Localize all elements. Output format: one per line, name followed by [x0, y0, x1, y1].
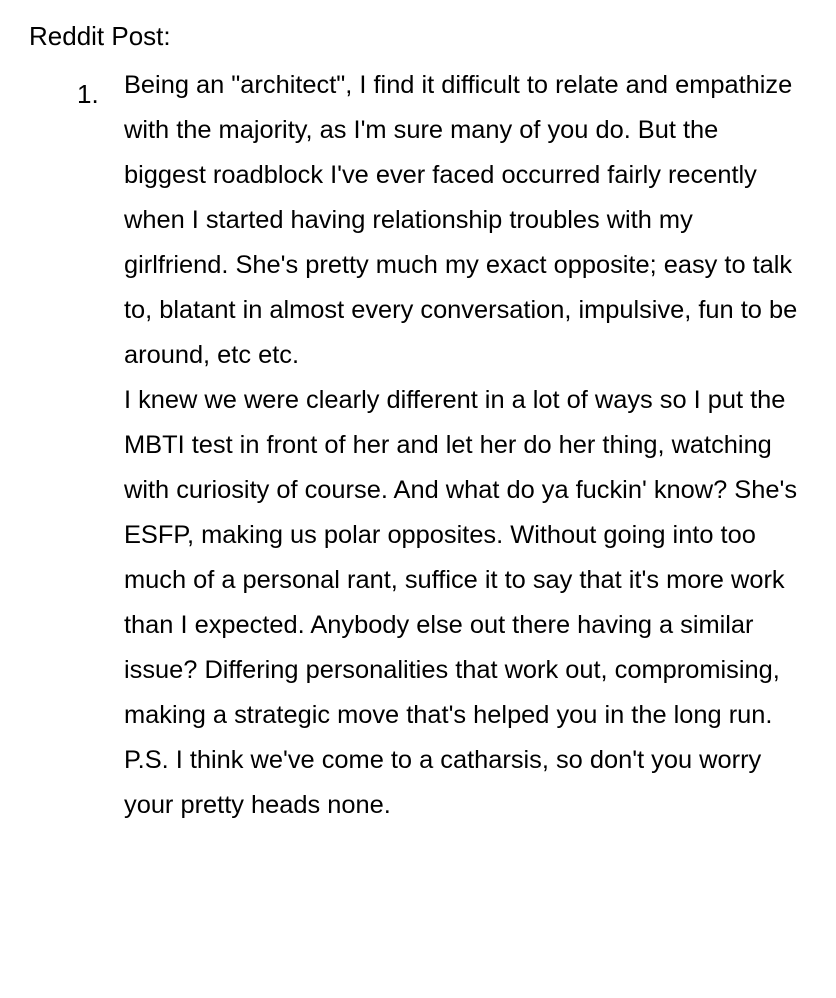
post-paragraph-3: P.S. I think we've come to a catharsis, so don't you worry your pretty heads none. — [124, 746, 762, 819]
numbered-list — [29, 63, 819, 828]
post-paragraph-1: Being an "architect", I find it difficult to relate and empathize with the majority, as I'm sure many of you do. But the biggest roadblock I've ever faced occurred fairly recently when I started having relationship troubles with my girlfriend. She's pretty much my exact opposite; easy to talk to, blatant in almost every conversation, impulsive, fun to be around, etc etc. — [124, 71, 798, 369]
list-item-number: 1. — [77, 79, 99, 109]
document-page — [29, 18, 819, 828]
list-item — [29, 63, 819, 828]
post-heading: Reddit Post: — [29, 21, 171, 51]
post-paragraph-2: I knew we were clearly different in a lot of ways so I put the MBTI test in front of her and let her do her thing, watching with curiosity of course. And what do ya fuckin' know? She's ESFP, making us polar opposites. Without going into too much of a personal rant, suffice it to say that it's more work than I expected. Anybody else out there having a similar issue? Differing personalities that work out, compromising, making a strategic move that's helped you in the long run. — [124, 386, 798, 729]
